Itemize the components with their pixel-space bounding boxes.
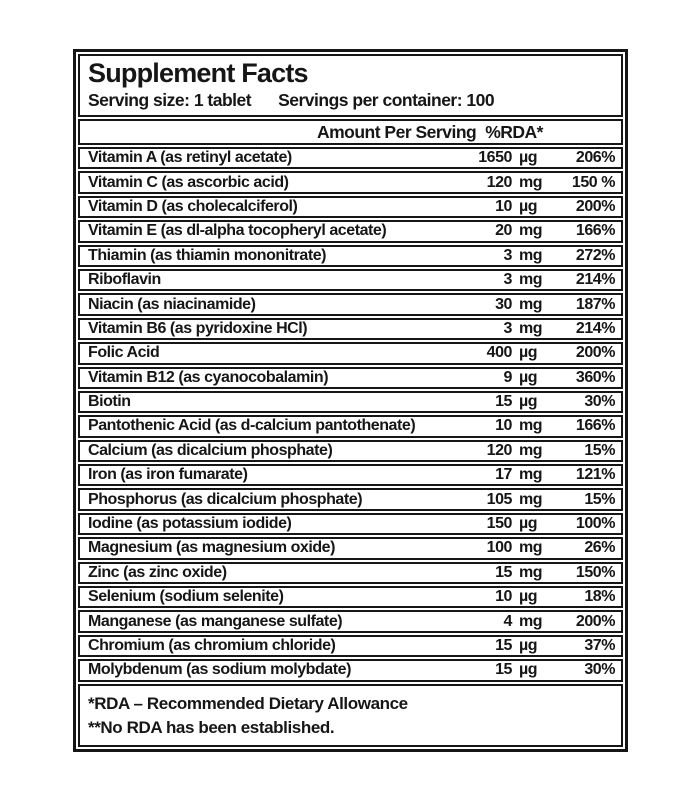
nutrient-unit: mg bbox=[519, 246, 543, 264]
nutrient-amount: 105 bbox=[486, 490, 512, 508]
nutrient-name: Riboflavin bbox=[88, 271, 161, 289]
nutrient-unit: µg bbox=[519, 515, 538, 533]
serving-size: Serving size: 1 tablet bbox=[88, 90, 252, 110]
nutrient-unit: mg bbox=[519, 612, 543, 630]
table-row bbox=[78, 318, 623, 340]
nutrient-name: Manganese (as manganese sulfate) bbox=[88, 612, 343, 630]
label-title: Supplement Facts bbox=[88, 58, 308, 88]
nutrient-name: Biotin bbox=[88, 393, 131, 411]
table-row bbox=[78, 464, 623, 486]
nutrient-amount: 1650 bbox=[478, 149, 512, 167]
table-row bbox=[78, 293, 623, 315]
table-row bbox=[78, 610, 623, 632]
nutrient-unit: µg bbox=[519, 637, 538, 654]
nutrient-unit: µg bbox=[519, 197, 538, 215]
nutrient-name: Vitamin E (as dl-alpha tocopheryl acetate) bbox=[88, 222, 387, 240]
nutrient-name: Phosphorus (as dicalcium phosphate) bbox=[88, 490, 363, 508]
nutrient-name: Calcium (as dicalcium phosphate) bbox=[88, 441, 333, 459]
supplement-facts-label bbox=[73, 49, 628, 752]
nutrient-name: Iodine (as potassium iodide) bbox=[88, 515, 292, 533]
nutrient-name: Molybdenum (as sodium molybdate) bbox=[88, 661, 351, 679]
nutrient-amount: 3 bbox=[503, 319, 512, 337]
nutrient-rda-percent: 30% bbox=[584, 661, 615, 679]
nutrient-name: Chromium (as chromium chloride) bbox=[88, 637, 336, 654]
nutrient-amount: 120 bbox=[486, 173, 512, 191]
nutrient-unit: mg bbox=[519, 295, 543, 313]
nutrient-unit: µg bbox=[519, 149, 538, 167]
nutrient-rda-percent: 206% bbox=[575, 149, 615, 167]
amount-per-serving-header: Amount Per Serving bbox=[316, 121, 477, 142]
column-header bbox=[78, 119, 623, 145]
nutrient-rda-percent: 100% bbox=[575, 515, 615, 533]
nutrient-amount: 15 bbox=[495, 637, 512, 654]
table-row bbox=[78, 196, 623, 218]
nutrient-unit: µg bbox=[519, 393, 538, 411]
table-row bbox=[78, 440, 623, 462]
serving-info bbox=[88, 90, 613, 113]
nutrient-name: Vitamin B12 (as cyanocobalamin) bbox=[88, 368, 329, 386]
nutrient-rda-percent: 166% bbox=[575, 417, 615, 435]
table-row bbox=[78, 659, 623, 681]
nutrient-amount: 15 bbox=[495, 563, 512, 581]
table-row bbox=[78, 220, 623, 242]
nutrient-unit: mg bbox=[519, 173, 543, 191]
nutrient-unit: mg bbox=[519, 539, 543, 557]
nutrient-rda-percent: 15% bbox=[584, 441, 615, 459]
nutrient-unit: mg bbox=[519, 441, 543, 459]
table-row bbox=[78, 342, 623, 364]
nutrient-name: Folic Acid bbox=[88, 344, 160, 362]
nutrient-name: Pantothenic Acid (as d-calcium pantothenate) bbox=[88, 417, 416, 435]
nutrient-name: Vitamin A (as retinyl acetate) bbox=[88, 149, 292, 167]
nutrient-unit: µg bbox=[519, 368, 538, 386]
nutrient-rda-percent: 150% bbox=[575, 563, 615, 581]
nutrient-amount: 4 bbox=[503, 612, 512, 630]
nutrient-rda-percent: 214% bbox=[575, 271, 615, 289]
label-header bbox=[78, 54, 623, 117]
table-row bbox=[78, 269, 623, 291]
nutrient-rda-percent: 18% bbox=[584, 588, 615, 606]
nutrient-rda-percent: 214% bbox=[575, 319, 615, 337]
nutrient-name: Thiamin (as thiamin mononitrate) bbox=[88, 246, 327, 264]
nutrient-name: Magnesium (as magnesium oxide) bbox=[88, 539, 336, 557]
nutrient-amount: 120 bbox=[486, 441, 512, 459]
nutrient-unit: µg bbox=[519, 344, 538, 362]
table-row bbox=[78, 367, 623, 389]
table-row bbox=[78, 513, 623, 535]
nutrient-rda-percent: 360% bbox=[575, 368, 615, 386]
nutrient-rda-percent: 166% bbox=[575, 222, 615, 240]
table-row bbox=[78, 171, 623, 193]
nutrient-rows bbox=[78, 147, 623, 682]
nutrient-amount: 20 bbox=[495, 222, 512, 240]
nutrient-amount: 3 bbox=[503, 246, 512, 264]
nutrient-rda-percent: 187% bbox=[575, 295, 615, 313]
table-row bbox=[78, 586, 623, 608]
table-row bbox=[78, 391, 623, 413]
nutrient-unit: mg bbox=[519, 563, 543, 581]
nutrient-unit: mg bbox=[519, 222, 543, 240]
nutrient-name: Vitamin B6 (as pyridoxine HCl) bbox=[88, 319, 308, 337]
footnotes bbox=[78, 684, 623, 747]
nutrient-amount: 3 bbox=[503, 271, 512, 289]
nutrient-amount: 17 bbox=[495, 466, 512, 484]
nutrient-rda-percent: 200% bbox=[575, 197, 615, 215]
nutrient-unit: µg bbox=[519, 588, 538, 606]
nutrient-amount: 100 bbox=[486, 539, 512, 557]
table-row bbox=[78, 537, 623, 559]
nutrient-unit: mg bbox=[519, 319, 543, 337]
nutrient-rda-percent: 200% bbox=[575, 344, 615, 362]
nutrient-amount: 10 bbox=[495, 588, 512, 606]
table-row bbox=[78, 147, 623, 169]
nutrient-unit: mg bbox=[519, 466, 543, 484]
nutrient-amount: 9 bbox=[503, 368, 512, 386]
nutrient-amount: 15 bbox=[495, 393, 512, 411]
table-row bbox=[78, 245, 623, 267]
nutrient-rda-percent: 150 % bbox=[571, 173, 615, 191]
nutrient-unit: µg bbox=[519, 661, 538, 679]
nutrient-rda-percent: 200% bbox=[575, 612, 615, 630]
nutrient-rda-percent: 272% bbox=[575, 246, 615, 264]
nutrient-amount: 10 bbox=[495, 417, 512, 435]
nutrient-amount: 30 bbox=[495, 295, 512, 313]
nutrient-unit: mg bbox=[519, 271, 543, 289]
nutrient-name: Iron (as iron fumarate) bbox=[88, 466, 248, 484]
nutrient-amount: 10 bbox=[495, 197, 512, 215]
nutrient-unit: mg bbox=[519, 417, 543, 435]
nutrient-name: Vitamin C (as ascorbic acid) bbox=[88, 173, 289, 191]
nutrient-name: Zinc (as zinc oxide) bbox=[88, 563, 227, 581]
nutrient-rda-percent: 121% bbox=[575, 466, 615, 484]
nutrient-rda-percent: 15% bbox=[584, 490, 615, 508]
nutrient-rda-percent: 26% bbox=[584, 539, 615, 557]
nutrient-name: Selenium (sodium selenite) bbox=[88, 588, 284, 606]
nutrient-name: Niacin (as niacinamide) bbox=[88, 295, 256, 313]
table-row bbox=[78, 635, 623, 657]
nutrient-unit: mg bbox=[519, 490, 543, 508]
nutrient-rda-percent: 30% bbox=[584, 393, 615, 411]
servings-per-container: Servings per container: 100 bbox=[278, 90, 495, 110]
footnote-line: *RDA – Recommended Dietary Allowance bbox=[88, 693, 408, 713]
nutrient-rda-percent: 37% bbox=[584, 637, 615, 654]
table-row bbox=[78, 488, 623, 510]
footnote-line: **No RDA has been established. bbox=[88, 717, 335, 737]
nutrient-amount: 400 bbox=[486, 344, 512, 362]
rda-header: %RDA* bbox=[485, 121, 543, 142]
nutrient-amount: 15 bbox=[495, 661, 512, 679]
nutrient-name: Vitamin D (as cholecalciferol) bbox=[88, 197, 298, 215]
table-row bbox=[78, 415, 623, 437]
nutrient-amount: 150 bbox=[486, 515, 512, 533]
table-row bbox=[78, 562, 623, 584]
